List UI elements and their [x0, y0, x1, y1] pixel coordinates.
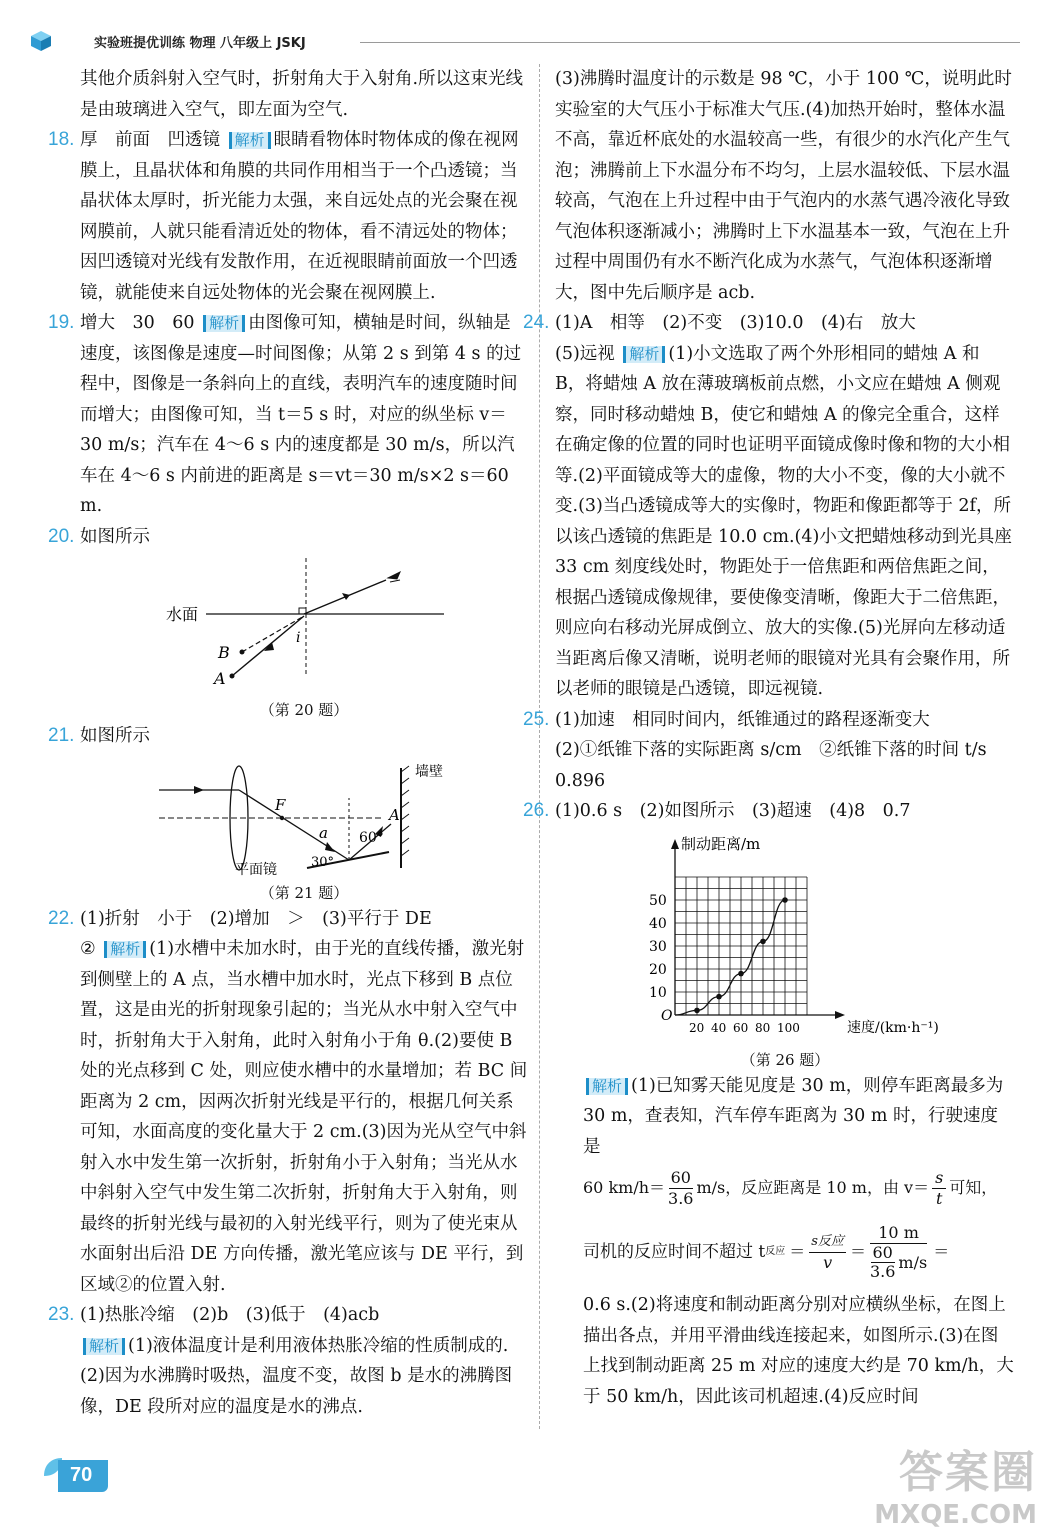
- q25-answer2: (2)①纸锥下落的实际距离 s/cm ②纸锥下落的时间 t/s 0.896: [555, 740, 1005, 791]
- q20-caption: （第 20 题）: [259, 701, 349, 719]
- q26: [523, 796, 1015, 827]
- eq1-frac: [668, 1168, 693, 1209]
- q18-analysis: 眼睛看物体时物体成的像在视网膜上，且晶状体和角膜的共同作用相当于一个凸透镜；当晶状体太厚时，折光能力太强，来自远处点的光会聚在视网膜前，人就只能看清近处的物体，看不清远处的物体；因凹透镜对光线有发散作用，在近视眼睛前面放一个凹透镜，就能使来自远处物体的光会聚在视网膜上.: [80, 130, 519, 303]
- header-rule: [360, 42, 1020, 43]
- label-i: i: [296, 630, 301, 646]
- y-tick-label: 40: [649, 915, 667, 932]
- q22-analysis: (1)水槽中未加水时，由于光的直线传播，激光射到侧壁上的 A 点，当水槽中加水时，光点下移到 B 点位置，这是由光的折射现象引起的；当光从水中射入空气中时，折射角大于入射角，此时入射角小于角 θ.(2)要使 B 处的光点移到 C 处，则应使水槽中的水量增加；若 BC 间距离为 2 cm，因两次折射光线是平行的，根据几何关系可知，水面高度的变化量大于 2 cm.(3)因为光从空气中斜射入水中发生第一次折射，折射角小于入射角；当光从水中斜射入空气中发生第二次折射，折射角大于入射角，则最终的折射光线与最初的入射光线平行，则为了使光束从水面射出后沿 DE 方向传播，激光笔应该与 DE 平行，到区域②的位置入射.: [80, 939, 528, 1295]
- chart-xlabel: 速度/(km·h⁻¹): [847, 1019, 939, 1036]
- analysis-tag: 解析: [203, 315, 245, 332]
- q22: [48, 904, 528, 1301]
- eq2-den-frac: [870, 1244, 895, 1281]
- q23-answer: (1)热胀冷缩 (2)b (3)低于 (4)acb: [80, 1305, 380, 1325]
- q19-answer: 增大 30 60: [80, 313, 195, 333]
- point-b: [240, 650, 245, 655]
- q21-answer: 如图所示: [80, 726, 150, 746]
- watermark-url: MXQE.COM: [874, 1500, 1037, 1530]
- q21-caption: （第 21 题）: [259, 883, 349, 902]
- x-tick-label: 20: [689, 1020, 705, 1035]
- label-b: B: [218, 643, 230, 662]
- x-tick-label: 80: [755, 1020, 771, 1035]
- q22-answer2: ②: [80, 939, 96, 959]
- q21: [48, 721, 528, 752]
- q19-analysis: 由图像可知，横轴是时间，纵轴是速度，该图像是速度—时间图像；从第 2 s 到第 4 s 的过程中，图像是一条斜向上的直线，表明汽车的速度随时间而增大；由图像可知，当 t＝5 s 时，对应的纵坐标 v＝30 m/s；汽车在 4～6 s 内的速度都是 30 m/s，所以汽车在 4～6 s 内前进的距离是 s＝vt＝30 m/s×2 s＝60 m.: [80, 313, 522, 516]
- q18-answer: 厚 前面 凹透镜: [80, 130, 220, 150]
- angle-60-label: 60°: [359, 829, 384, 846]
- q26-eq2: [555, 1214, 1015, 1290]
- q20-refraction-diagram: [154, 558, 454, 693]
- eq2-den-bot: 3.6: [869, 1262, 896, 1281]
- q26-analysis-block: [555, 1071, 1015, 1163]
- q21-lens-mirror-diagram: [139, 758, 469, 876]
- eq2-frac1: [809, 1232, 846, 1273]
- q20-number: 20.: [48, 525, 75, 547]
- eq2-eq: ＝: [789, 1241, 806, 1261]
- analysis-tag: 解析: [104, 941, 146, 958]
- wall-label: 墙壁: [415, 763, 443, 780]
- eq1-mid: m/s，反应距离是 10 m，由 v＝: [696, 1177, 930, 1197]
- eq2-frac2: [870, 1223, 927, 1281]
- y-tick-label: 50: [649, 892, 667, 909]
- point-a: [230, 674, 235, 679]
- eq2-eq2: ＝: [933, 1241, 950, 1261]
- eq1-frac2: [932, 1168, 946, 1209]
- chart-ylabel: 制动距离/m: [681, 834, 761, 853]
- q22-answer: (1)折射 小于 (2)增加 ＞ (3)平行于 DE: [80, 908, 432, 929]
- header-title: 实验班提优训练 物理 八年级上 JSKJ: [94, 36, 306, 51]
- q23: [48, 1300, 528, 1422]
- label-point-a: A: [389, 805, 400, 824]
- y-tick-label: 10: [649, 984, 667, 1001]
- q18: [48, 125, 528, 308]
- label-a-small: a: [319, 823, 328, 842]
- column-divider: [539, 64, 540, 1429]
- x-tick-label: 100: [777, 1020, 800, 1035]
- q26-analysis1: (1)已知雾天能见度是 30 m，则停车距离最多为 30 m，查表知，汽车停车距离为 30 m 时，行驶速度是: [583, 1075, 1004, 1157]
- analysis-tag: 解析: [229, 132, 271, 149]
- water-surface-label: 水面: [166, 605, 199, 624]
- page-number: 70: [70, 1464, 93, 1486]
- left-column: [48, 64, 528, 1422]
- eye-icon: [388, 572, 400, 582]
- data-point: [782, 897, 788, 903]
- q24-answer2: (5)远视: [555, 343, 615, 364]
- eq1-lhs: 60 km/h＝: [583, 1177, 666, 1197]
- incident-ray: [232, 616, 304, 676]
- eq2-sub: 反应: [765, 1245, 786, 1257]
- q26-eq1: [555, 1162, 1015, 1214]
- refracted-arrow: [342, 593, 350, 600]
- eq2-fnum: s反应: [809, 1232, 846, 1253]
- eq1-end: 可知，: [949, 1177, 998, 1197]
- x-tick-label: 60: [733, 1020, 749, 1035]
- intro-text: 其他介质斜射入空气时，折射角大于入射角.所以这束光线是由玻璃进入空气，即左面为空气.: [80, 69, 524, 120]
- q20: [48, 522, 528, 553]
- analysis-tag: 解析: [623, 346, 665, 363]
- q25-answer: (1)加速 相同时间内，纸锥通过的路程逐渐变大: [555, 709, 930, 730]
- y-tick-label: 30: [649, 938, 667, 955]
- braking-distance-chart: [625, 833, 945, 1043]
- eq1-fnum: s: [932, 1168, 946, 1189]
- analysis-tag: 解析: [586, 1078, 628, 1095]
- eq2-num: 10 m: [870, 1223, 927, 1244]
- eq2-den-unit: m/s: [898, 1252, 928, 1272]
- label-f: F: [275, 795, 286, 814]
- label-a: A: [214, 669, 226, 688]
- cube-logo-icon: [30, 30, 52, 52]
- x-tick-label: 40: [711, 1020, 727, 1035]
- y-axis-arrow: [671, 839, 679, 849]
- q19: [48, 308, 528, 522]
- wall-hatch: [401, 766, 409, 856]
- q24-analysis: (1)小文选取了两个外形相同的蜡烛 A 和 B，将蜡烛 A 放在薄玻璃板前点燃，小文应在蜡烛 A 侧观察，同时移动蜡烛 B，使它和蜡烛 A 的像完全重合，这样在确定像的位置的同时也证明平面镜成像时像和物的大小相等.(2)平面镜成等大的虚像，物的大小不变，像的大小就不变.(3)当凸透镜成等大的实像时，物距和像距都等于 2f，所以该凸透镜的焦距是 10.0 cm.(4)小文把蜡烛移动到光具座 33 cm 刻度线处时，物距处于一倍焦距和两倍焦距之间，根据凸透镜成像规律，要使像变清晰，像距大于二倍焦距，则应向右移动光屏成倒立、放大的实像.(5)光屏向左移动适当距离后像又清晰，说明老师的眼镜对光具有会聚作用，所以老师的眼镜是凸透镜，即远视镜.: [555, 343, 1012, 699]
- q24: [523, 308, 1015, 705]
- eq2-fden: v: [823, 1252, 833, 1272]
- eq2-den: [870, 1244, 927, 1281]
- q26-number: 26.: [523, 800, 550, 821]
- mirror-label: 平面镜: [235, 861, 277, 876]
- incoming-arrow: [194, 786, 204, 794]
- eq2-lhs: 司机的反应时间不超过 t: [583, 1241, 766, 1262]
- data-point: [716, 993, 722, 999]
- q21-number: 21.: [48, 725, 75, 746]
- q26-analysis2: 0.6 s.(2)将速度和制动距离分别对应横纵坐标，在图上描出各点，并用平滑曲线连接起来，如图所示.(3)在图上找到制动距离 25 m 对应的速度大约是 70 km/h，大于 50 km/h，因此该司机超速.(4)反应时间: [583, 1295, 1014, 1407]
- q24-number: 24.: [523, 312, 550, 333]
- data-point: [738, 970, 744, 976]
- q23-continued: (3)沸腾时温度计的示数是 98 ℃，小于 100 ℃，说明此时实验室的大气压小于标准大气压.(4)加热开始时，整体水温不高，靠近杯底处的水温较高一些，有很少的水汽化产生气泡；沸腾前上下水温分布不均匀，上层水温较低、下层水温较高，气泡在上升过程中由于气泡内的水蒸气遇冷液化导致气泡体积逐渐减小；沸腾时上下水温基本一致，气泡在上升过程中周围仍有水不断汽化成为水蒸气，气泡体积逐渐增大，图中先后顺序是 acb.: [555, 69, 1012, 303]
- focus-point: [280, 815, 284, 819]
- chart-origin: O: [661, 1007, 673, 1024]
- q20-answer: 如图所示: [80, 526, 150, 547]
- q23-analysis: (1)液体温度计是利用液体热胀冷缩的性质制成的.(2)因为水沸腾时吸热，温度不变，故图 b 是水的沸腾图像，DE 段所对应的温度是水的沸点.: [80, 1335, 513, 1417]
- q24-answer: (1)A 相等 (2)不变 (3)10.0 (4)右 放大: [555, 313, 916, 333]
- watermark: [874, 1436, 1037, 1530]
- watermark-text: 答案圈: [899, 1447, 1037, 1498]
- q18-number: 18.: [48, 129, 75, 150]
- eq2-den-top: 60: [872, 1243, 893, 1262]
- right-column: [523, 64, 1015, 1412]
- eq2-eq-b: ＝: [849, 1241, 866, 1261]
- y-tick-label: 20: [649, 961, 667, 978]
- refracted-arrow: [325, 842, 335, 852]
- eq1-den: 3.6: [668, 1188, 694, 1208]
- eq1-num: 60: [670, 1167, 691, 1187]
- q25: [523, 705, 1015, 797]
- q22-number: 22.: [48, 907, 75, 929]
- analysis-tag: 解析: [83, 1338, 125, 1355]
- angle-30-label: 30°: [311, 854, 335, 870]
- q26-caption: （第 26 题）: [740, 1050, 830, 1069]
- page-header: [30, 28, 1020, 54]
- page-number-badge: [58, 1460, 108, 1492]
- chart-grid: [675, 877, 807, 1015]
- q23-number: 23.: [48, 1304, 75, 1325]
- q26-answer: (1)0.6 s (2)如图所示 (3)超速 (4)8 0.7: [555, 801, 911, 821]
- data-point: [694, 1007, 700, 1013]
- eq1-fden: t: [935, 1188, 943, 1208]
- q19-number: 19.: [48, 312, 75, 333]
- q25-number: 25.: [523, 708, 550, 730]
- data-point: [760, 938, 766, 944]
- incident-arrow: [264, 642, 274, 651]
- x-axis-arrow: [835, 1011, 845, 1019]
